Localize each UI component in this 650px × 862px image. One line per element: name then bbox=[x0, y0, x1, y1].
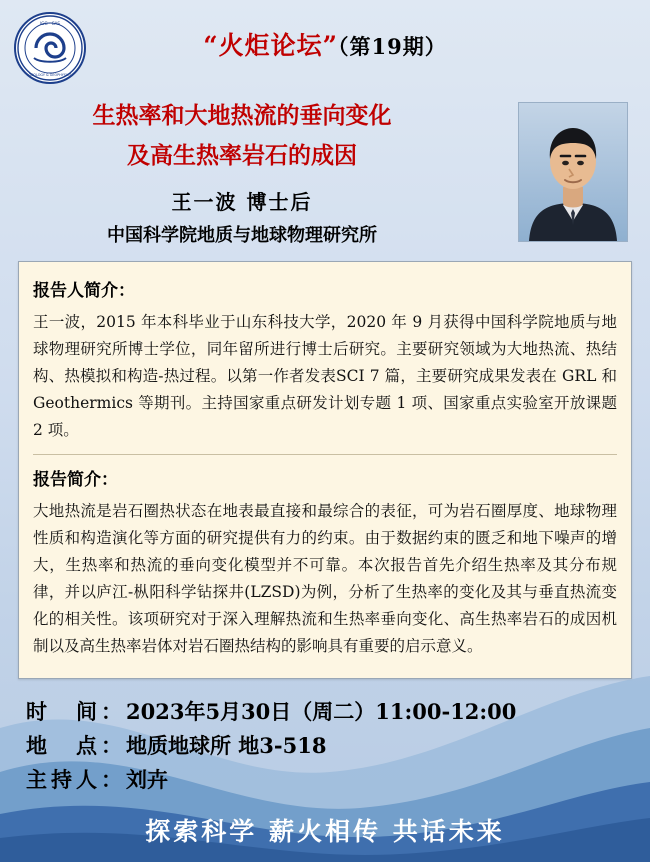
talk-title-line-1: 生热率和大地热流的垂向变化 bbox=[92, 102, 392, 129]
svg-text:GEOLOGY & GEOPHYSICS: GEOLOGY & GEOPHYSICS bbox=[28, 73, 72, 77]
talk-title-line-2: 及高生热率岩石的成因 bbox=[127, 142, 357, 169]
forum-title bbox=[0, 26, 650, 62]
logistics-label-time: 时 间： bbox=[26, 699, 126, 724]
talk-header bbox=[0, 96, 650, 247]
abstract-heading: 报告简介： bbox=[33, 470, 118, 490]
speaker-name: 王一波 博士后 bbox=[171, 190, 313, 214]
forum-issue-text: （第19期） bbox=[338, 34, 447, 59]
logistics-label-location: 地 点： bbox=[26, 733, 126, 758]
poster-header bbox=[0, 0, 650, 92]
logistics-row-location bbox=[26, 729, 650, 763]
logistics-row-host bbox=[26, 763, 650, 797]
speaker-affiliation: 中国科学院地质与地球物理研究所 bbox=[107, 225, 377, 246]
logistics-value-time: 2023年5月30日（周二）11:00-12:00 bbox=[126, 699, 517, 724]
abstract-text: 大地热流是岩石圈热状态在地表最直接和最综合的表征，可为岩石圈厚度、地球物理性质和构造演化等方面的研究提供有力的约束。由于数据约束的匮乏和地下噪声的增大，生热率和热流的垂向变化模型并不可靠。本次报告首先介绍生热率及其分布规律，并以庐江-枞阳科学钻探井(LZSD)为例，分析了生热率的变化及其与垂直热流变化的相关性。该项研究对于深入理解热流和生热率垂向变化、高生热率岩石的成因机制以及高生热率岩体对岩石圈热结构的影响具有重要的启示意义。 bbox=[33, 502, 617, 655]
card-divider bbox=[33, 454, 617, 455]
bio-text: 王一波，2015 年本科毕业于山东科技大学，2020 年 9 月获得中国科学院地质与地球物理研究所博士学位，同年留所进行博士后研究。主要研究领域为大地热流、热结构、热模拟和构造-热过程。以第一作者发表SCI 7 篇，主要研究成果发表在 GRL 和 Geothermics 等期刊。主持国家重点研发计划专题 1 项、国家重点实验室开放课题 2 项。 bbox=[33, 313, 617, 439]
speaker-portrait-photo bbox=[518, 102, 628, 242]
info-card bbox=[18, 261, 632, 679]
logistics-value-host: 刘卉 bbox=[126, 767, 168, 792]
footer-slogan: 探索科学 薪火相传 共话未来 bbox=[145, 817, 505, 846]
talk-text-block bbox=[0, 96, 470, 247]
bio-heading: 报告人简介： bbox=[33, 281, 135, 301]
logistics-row-time bbox=[26, 695, 650, 729]
logistics-label-host: 主持人： bbox=[26, 767, 126, 792]
logistics-block bbox=[26, 695, 650, 797]
forum-title-text: “火炬论坛” bbox=[203, 31, 339, 60]
svg-text:IGG · CAS: IGG · CAS bbox=[39, 21, 61, 26]
logistics-value-location: 地质地球所 地3-518 bbox=[126, 733, 327, 758]
